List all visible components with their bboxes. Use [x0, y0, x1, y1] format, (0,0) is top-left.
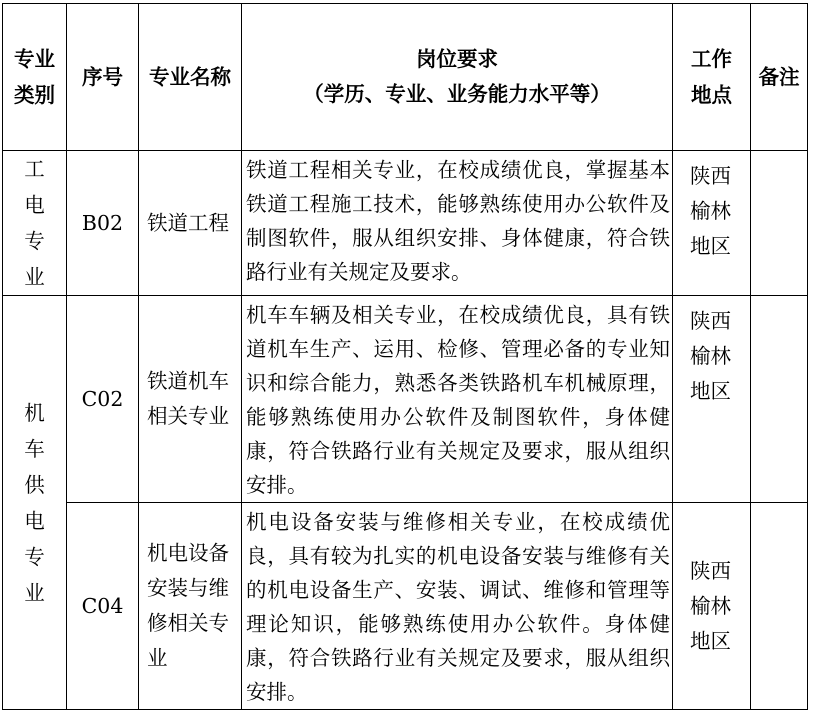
table-row: [3, 296, 808, 503]
seq-cell: B02: [67, 151, 139, 296]
header-category: 专业类别: [3, 4, 67, 151]
header-location: 工作地点: [673, 4, 751, 151]
header-seq: 序号: [67, 4, 139, 151]
header-requirement: [242, 4, 673, 151]
header-row: [3, 4, 808, 151]
header-requirement-subtitle: （学历、专业、业务能力水平等）: [303, 82, 611, 106]
remark-cell: [751, 296, 808, 503]
remark-cell: [751, 151, 808, 296]
seq-cell: C02: [67, 296, 139, 503]
category-cell: 机车供电专业: [3, 296, 67, 710]
major-cell: 机电设备安装与维修相关专业: [139, 503, 242, 710]
location-cell: 陕西榆林地区: [673, 503, 751, 710]
requirement-cell: 铁道工程相关专业，在校成绩优良，掌握基本铁道工程施工技术，能够熟练使用办公软件及制图软件，服从组织安排、身体健康，符合铁路行业有关规定及要求。: [242, 151, 673, 296]
location-cell: 陕西榆林地区: [673, 151, 751, 296]
header-major-name: 专业名称: [139, 4, 242, 151]
table-row: [3, 151, 808, 296]
location-cell: 陕西榆林地区: [673, 296, 751, 503]
major-cell: 铁道机车相关专业: [139, 296, 242, 503]
requirement-cell: 机电设备安装与维修相关专业，在校成绩优良，具有较为扎实的机电设备安装与维修有关的机电设备生产、安装、调试、维修和管理等理论知识，能够熟练使用办公软件。身体健康，符合铁路行业有关规定及要求，服从组织安排。: [242, 503, 673, 710]
category-cell: 工电专业: [3, 151, 67, 296]
major-cell: 铁道工程: [139, 151, 242, 296]
header-requirement-title: 岗位要求: [416, 47, 498, 71]
table-row: [3, 503, 808, 710]
requirement-cell: 机车车辆及相关专业，在校成绩优良，具有铁道机车生产、运用、检修、管理必备的专业知识和综合能力，熟悉各类铁路机车机械原理，能够熟练使用办公软件及制图软件，身体健康，符合铁路行业有关规定及要求，服从组织安排。: [242, 296, 673, 503]
seq-cell: C04: [67, 503, 139, 710]
remark-cell: [751, 503, 808, 710]
recruitment-table: [2, 3, 808, 710]
header-remarks: 备注: [751, 4, 808, 151]
